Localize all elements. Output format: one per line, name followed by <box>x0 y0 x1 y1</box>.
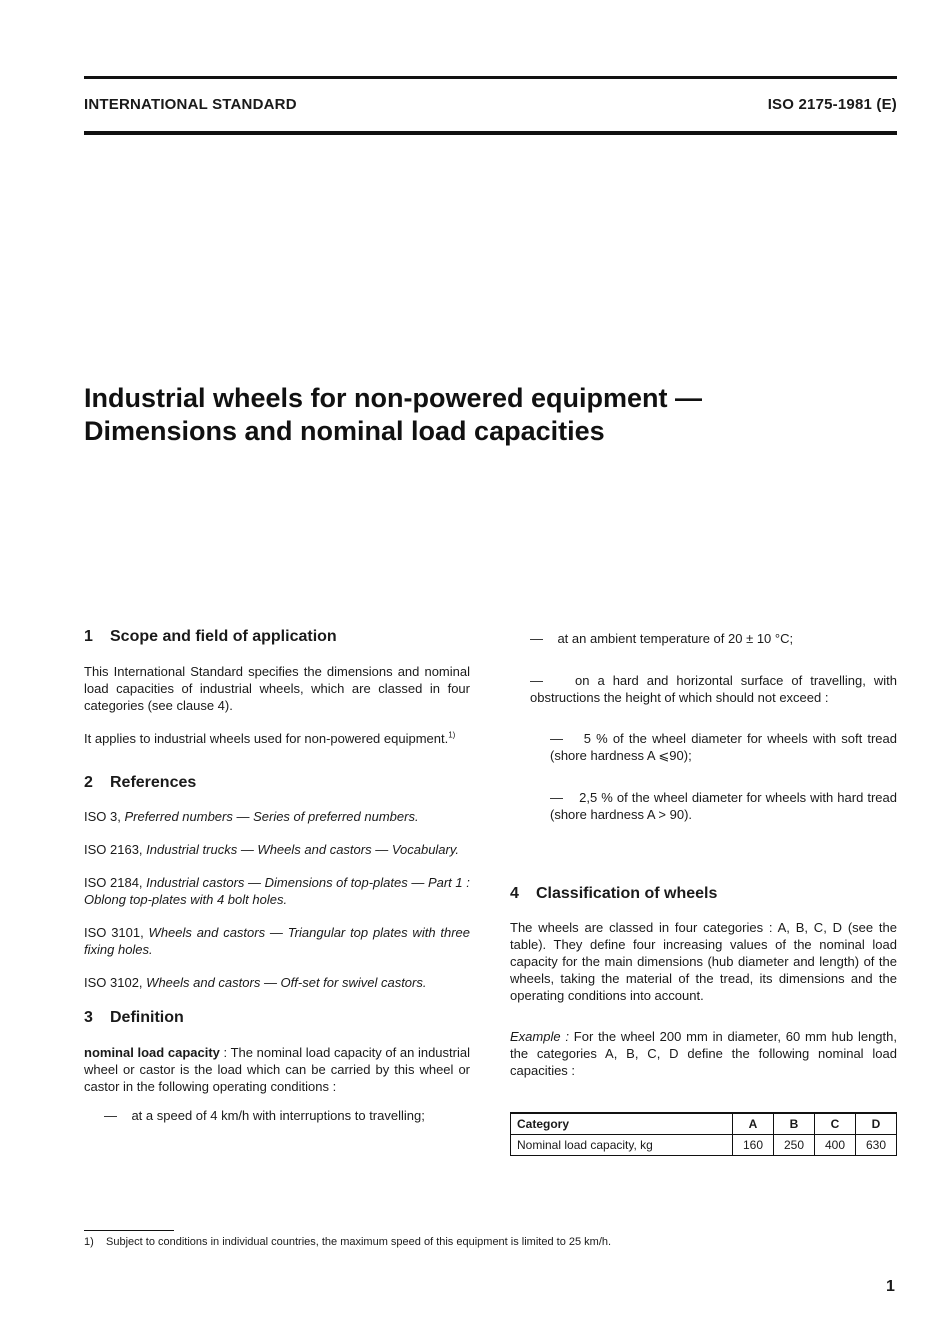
right-column <box>510 630 897 1156</box>
section-4-heading: 4 Classification of wheels <box>510 885 718 902</box>
reference-item: ISO 3, Preferred numbers — Series of preferred numbers. <box>84 809 419 824</box>
condition-temperature: — at an ambient temperature of 20 ± 10 °C; <box>530 631 794 646</box>
condition-surface: — on a hard and horizontal surface of travelling, with obstructions the height of which should not exceed : <box>530 673 897 705</box>
condition-speed: — at a speed of 4 km/h with interruptions to travelling; <box>104 1108 425 1123</box>
classification-paragraph: The wheels are classed in four categories : A, B, C, D (see the table). They define four increasing values of the nominal load capacity for the main dimensions (hub diameter and length) of the wheels, taking the material of the tread, its dimensions and the operating conditions into account. <box>510 920 897 1003</box>
page-number: 1 <box>886 1278 895 1295</box>
table-header-cell: C <box>815 1113 856 1135</box>
reference-item: ISO 2184, Industrial castors — Dimensions of top-plates — Part 1 : Oblong top-plates with 4 bolt holes. <box>84 875 470 907</box>
footnote-rule <box>84 1230 174 1231</box>
table-row <box>511 1135 897 1156</box>
top-rule <box>84 76 897 79</box>
table-cell: 630 <box>856 1135 897 1156</box>
left-column <box>84 628 470 1124</box>
definition-paragraph: nominal load capacity : The nominal load capacity of an industrial wheel or castor is the load which can be carried by this wheel or castor in the following operating conditions : <box>84 1045 470 1094</box>
section-2-heading: 2 References <box>84 774 197 791</box>
section-3-heading: 3 Definition <box>84 1009 184 1026</box>
reference-item: ISO 3101, Wheels and castors — Triangular top plates with three fixing holes. <box>84 925 470 957</box>
header-bottom-rule <box>84 131 897 135</box>
table-header-cell: B <box>774 1113 815 1135</box>
header-left: INTERNATIONAL STANDARD <box>84 96 297 113</box>
table-header-cell: D <box>856 1113 897 1135</box>
table-cell: 160 <box>733 1135 774 1156</box>
table-header-category: Category <box>511 1113 733 1135</box>
reference-item: ISO 3102, Wheels and castors — Off-set for swivel castors. <box>84 975 427 990</box>
header-right: ISO 2175-1981 (E) <box>767 96 897 113</box>
table-header-row <box>511 1113 897 1135</box>
table-cell: 250 <box>774 1135 815 1156</box>
footnote-mark: 1) <box>84 1236 94 1248</box>
condition-soft-tread: — 5 % of the wheel diameter for wheels with soft tread (shore hardness A ⩽90); <box>550 731 897 763</box>
table-cell: 400 <box>815 1135 856 1156</box>
footnote-ref: 1) <box>448 730 456 740</box>
document-title <box>84 382 884 448</box>
title-line-1: Industrial wheels for non-powered equipment — <box>84 383 703 413</box>
footnote <box>84 1236 611 1248</box>
condition-hard-tread: — 2,5 % of the wheel diameter for wheels with hard tread (shore hardness A > 90). <box>550 790 897 822</box>
reference-item: ISO 2163, Industrial trucks — Wheels and castors — Vocabulary. <box>84 842 460 857</box>
footnote-text: Subject to conditions in individual countries, the maximum speed of this equipment is limited to 25 km/h. <box>106 1236 612 1248</box>
table-row-label: Nominal load capacity, kg <box>511 1135 733 1156</box>
section-1-heading: 1 Scope and field of application <box>84 628 337 645</box>
example-label: Example : <box>510 1029 569 1044</box>
scope-paragraph: This International Standard specifies the dimensions and nominal load capacities of industrial wheels, which are classed in four categories (see clause 4). <box>84 664 470 713</box>
load-capacity-table <box>510 1112 897 1156</box>
example-paragraph: Example : For the wheel 200 mm in diameter, 60 mm hub length, the categories A, B, C, D define the following nominal load capacities : <box>510 1029 897 1078</box>
table-header-cell: A <box>733 1113 774 1135</box>
title-line-2: Dimensions and nominal load capacities <box>84 416 605 446</box>
scope-applicability: It applies to industrial wheels used for non-powered equipment.$^{1)}$ <box>84 730 456 746</box>
defined-term: nominal load capacity <box>84 1045 220 1060</box>
